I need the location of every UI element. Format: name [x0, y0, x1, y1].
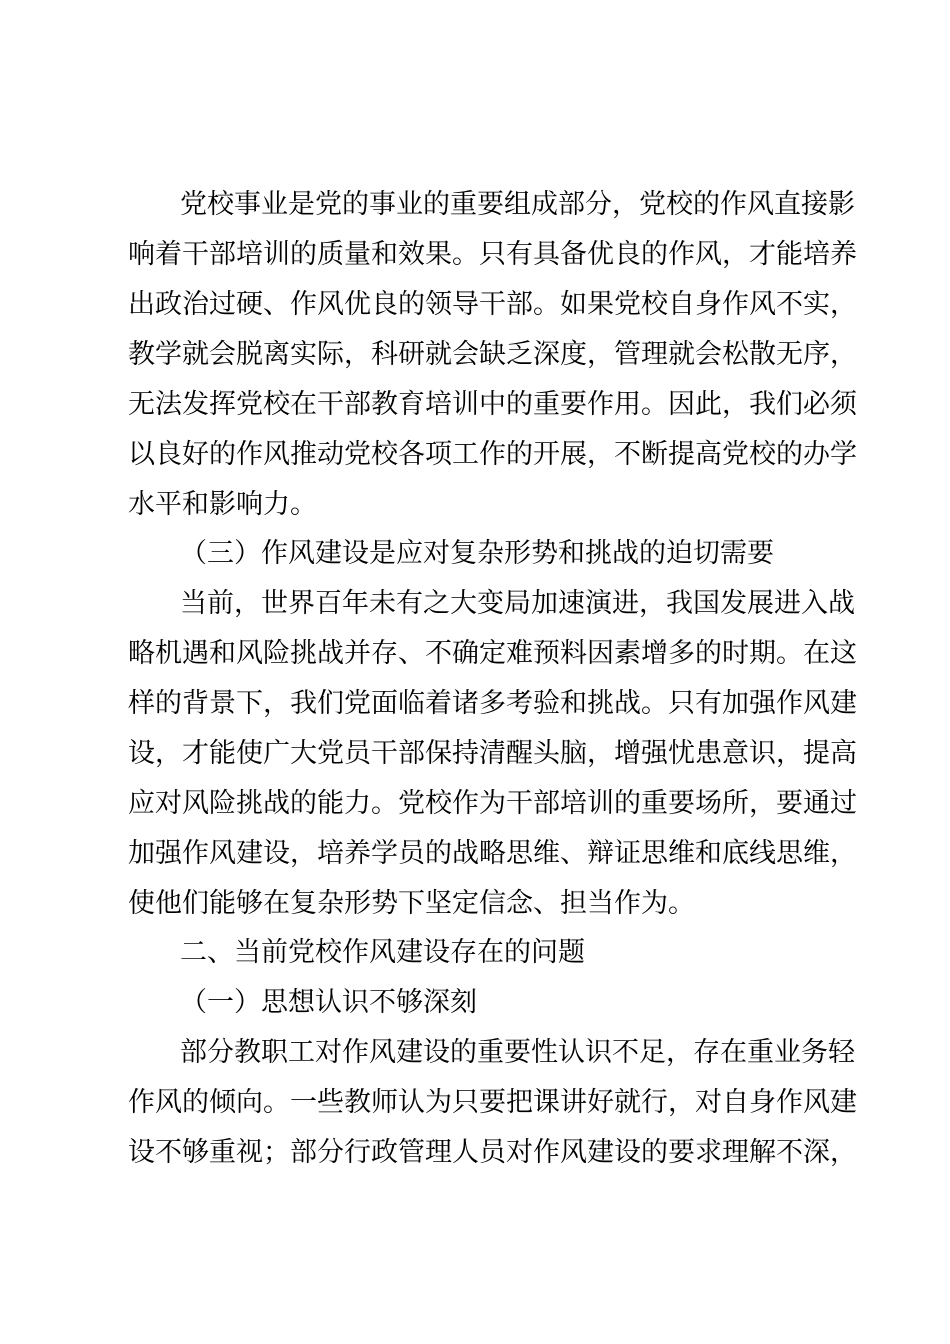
paragraph-line: 设，才能使广大党员干部保持清醒头脑，增强忧患意识，提高 [128, 738, 857, 769]
paragraph-line: 水平和影响力。 [128, 489, 317, 520]
paragraph-line: 响着干部培训的质量和效果。只有具备优良的作风，才能培养 [128, 239, 857, 270]
paragraph-line: 使他们能够在复杂形势下坚定信念、担当作为。 [128, 888, 695, 919]
paragraph-line: 以良好的作风推动党校各项工作的开展，不断提高党校的办学 [128, 439, 857, 470]
paragraph-line: 教学就会脱离实际，科研就会缺乏深度，管理就会松散无序， [128, 339, 857, 370]
paragraph-line: 党校事业是党的事业的重要组成部分，党校的作风直接影 [180, 189, 855, 220]
section-heading: （三）作风建设是应对复杂形势和挑战的迫切需要 [180, 538, 774, 569]
paragraph-line: 设不够重视；部分行政管理人员对作风建设的要求理解不深， [128, 1137, 857, 1168]
chapter-heading: 二、当前党校作风建设存在的问题 [180, 937, 585, 968]
section-heading: （一）思想认识不够深刻 [180, 987, 477, 1018]
paragraph-line: 部分教职工对作风建设的重要性认识不足，存在重业务轻 [180, 1037, 855, 1068]
paragraph-line: 作风的倾向。一些教师认为只要把课讲好就行，对自身作风建 [128, 1087, 857, 1118]
paragraph-line: 加强作风建设，培养学员的战略思维、辩证思维和底线思维， [128, 838, 857, 869]
paragraph-line: 当前，世界百年未有之大变局加速演进，我国发展进入战 [180, 588, 855, 619]
paragraph-line: 无法发挥党校在干部教育培训中的重要作用。因此，我们必须 [128, 389, 857, 420]
paragraph-line: 应对风险挑战的能力。党校作为干部培训的重要场所，要通过 [128, 788, 857, 819]
paragraph-line: 略机遇和风险挑战并存、不确定难预料因素增多的时期。在这 [128, 638, 857, 669]
paragraph-line: 样的背景下，我们党面临着诸多考验和挑战。只有加强作风建 [128, 688, 857, 719]
paragraph-line: 出政治过硬、作风优良的领导干部。如果党校自身作风不实， [128, 289, 857, 320]
